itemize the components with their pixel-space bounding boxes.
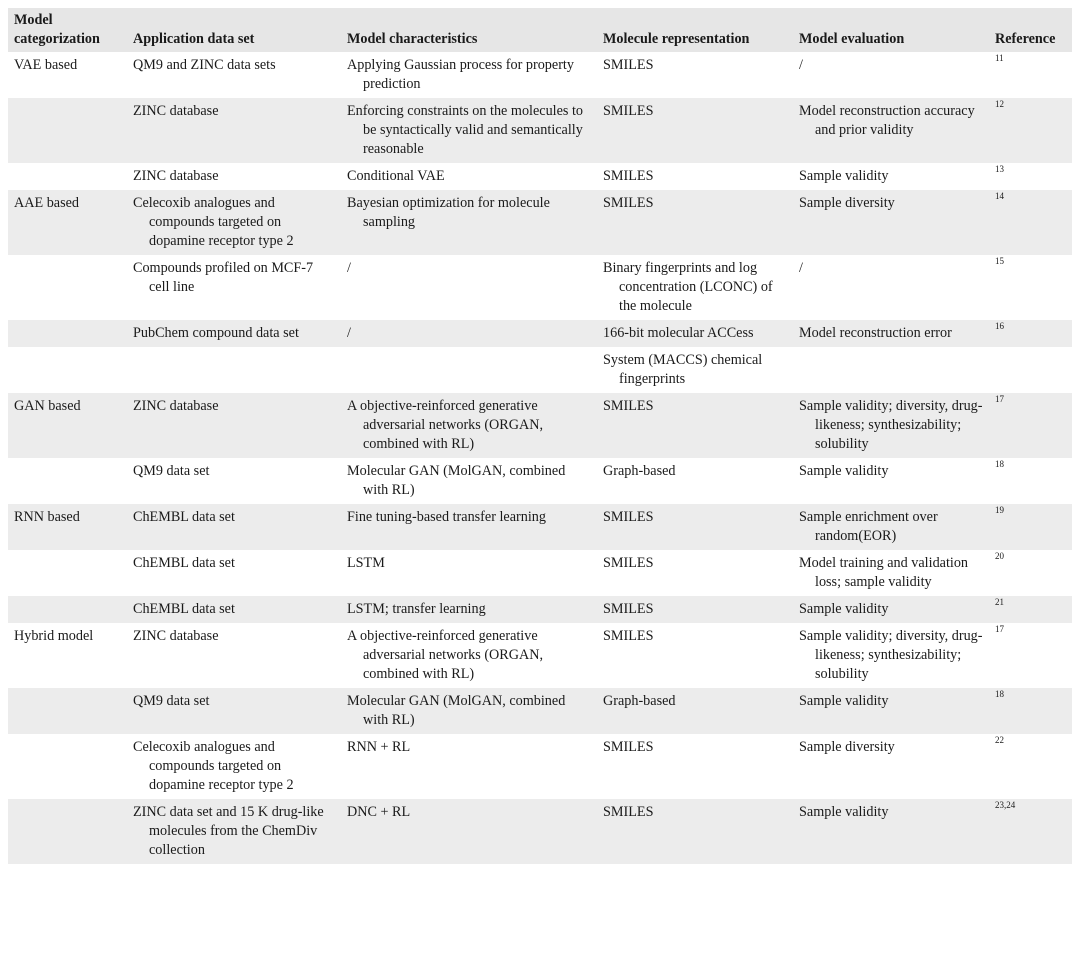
cell-representation <box>597 688 793 734</box>
representation-text: SMILES <box>603 509 654 525</box>
reference-superscript: 15 <box>995 256 1004 266</box>
cell-category <box>8 52 127 98</box>
cell-category <box>8 688 127 734</box>
cell-dataset <box>127 458 341 504</box>
reference-superscript: 12 <box>995 99 1004 109</box>
cell-characteristics <box>341 98 597 163</box>
model-table-container <box>8 8 1072 864</box>
cell-representation <box>597 458 793 504</box>
cell-representation <box>597 393 793 458</box>
characteristics-text: Applying Gaussian process for property prediction <box>347 57 574 92</box>
cell-evaluation <box>793 52 989 98</box>
cell-representation <box>597 320 793 347</box>
cell-dataset <box>127 504 341 550</box>
cell-dataset <box>127 734 341 799</box>
category-text: Hybrid model <box>14 628 94 644</box>
cell-dataset <box>127 190 341 255</box>
table-body <box>8 52 1072 864</box>
evaluation-text: Sample validity <box>799 463 889 479</box>
reference-superscript: 18 <box>995 689 1004 699</box>
cell-characteristics <box>341 688 597 734</box>
cell-category <box>8 393 127 458</box>
dataset-text: ChEMBL data set <box>133 601 235 617</box>
table-row <box>8 688 1072 734</box>
reference-superscript: 16 <box>995 321 1004 331</box>
cell-category <box>8 734 127 799</box>
cell-representation <box>597 596 793 623</box>
table-row <box>8 623 1072 688</box>
dataset-text: PubChem compound data set <box>133 325 299 341</box>
representation-text: SMILES <box>603 739 654 755</box>
cell-category <box>8 458 127 504</box>
characteristics-text: / <box>347 260 351 276</box>
table-row <box>8 734 1072 799</box>
cell-dataset <box>127 347 341 393</box>
cell-evaluation <box>793 504 989 550</box>
cell-evaluation <box>793 320 989 347</box>
characteristics-text: Molecular GAN (MolGAN, combined with RL) <box>347 463 566 498</box>
cell-evaluation <box>793 458 989 504</box>
cell-reference <box>989 163 1072 190</box>
representation-text: SMILES <box>603 168 654 184</box>
cell-characteristics <box>341 734 597 799</box>
evaluation-text: Sample validity <box>799 804 889 820</box>
dataset-text: ZINC database <box>133 628 219 644</box>
header-row <box>8 8 1072 52</box>
cell-reference <box>989 799 1072 864</box>
cell-dataset <box>127 320 341 347</box>
header-reference: Reference <box>989 8 1072 52</box>
characteristics-text: / <box>347 325 351 341</box>
cell-representation <box>597 163 793 190</box>
characteristics-text: Conditional VAE <box>347 168 445 184</box>
cell-evaluation <box>793 190 989 255</box>
cell-dataset <box>127 255 341 320</box>
cell-category <box>8 190 127 255</box>
header-categorization: Model categorization <box>8 8 127 52</box>
reference-superscript: 20 <box>995 551 1004 561</box>
header-representation: Molecule representation <box>597 8 793 52</box>
representation-text: SMILES <box>603 103 654 119</box>
cell-characteristics <box>341 163 597 190</box>
characteristics-text: Enforcing constraints on the molecules to be syntactically valid and semantically reasonable <box>347 103 584 157</box>
table-row <box>8 550 1072 596</box>
dataset-text: QM9 data set <box>133 693 210 709</box>
cell-category <box>8 799 127 864</box>
cell-evaluation <box>793 550 989 596</box>
characteristics-text: A objective-reinforced generative adversarial networks (ORGAN, combined with RL) <box>347 398 544 452</box>
representation-text: System (MACCS) chemical fingerprints <box>603 352 763 387</box>
reference-superscript: 14 <box>995 191 1004 201</box>
cell-characteristics <box>341 504 597 550</box>
dataset-text: ZINC database <box>133 398 219 414</box>
cell-dataset <box>127 799 341 864</box>
evaluation-text: Sample enrichment over random(EOR) <box>799 509 938 544</box>
cell-representation <box>597 623 793 688</box>
cell-category <box>8 347 127 393</box>
evaluation-text: Model reconstruction error <box>799 325 952 341</box>
representation-text: SMILES <box>603 804 654 820</box>
cell-evaluation <box>793 98 989 163</box>
cell-category <box>8 320 127 347</box>
characteristics-text: Fine tuning-based transfer learning <box>347 509 546 525</box>
cell-reference <box>989 98 1072 163</box>
cell-characteristics <box>341 320 597 347</box>
cell-reference <box>989 190 1072 255</box>
table-row <box>8 458 1072 504</box>
cell-reference <box>989 347 1072 393</box>
representation-text: Graph-based <box>603 463 676 479</box>
characteristics-text: Molecular GAN (MolGAN, combined with RL) <box>347 693 566 728</box>
cell-evaluation <box>793 255 989 320</box>
cell-characteristics <box>341 393 597 458</box>
characteristics-text: LSTM <box>347 555 385 571</box>
table-row <box>8 504 1072 550</box>
table-row <box>8 190 1072 255</box>
cell-reference <box>989 504 1072 550</box>
category-text: RNN based <box>14 509 80 525</box>
cell-reference <box>989 623 1072 688</box>
cell-dataset <box>127 688 341 734</box>
cell-representation <box>597 98 793 163</box>
reference-superscript: 17 <box>995 394 1004 404</box>
cell-dataset <box>127 393 341 458</box>
cell-category <box>8 163 127 190</box>
dataset-text: ZINC data set and 15 K drug-like molecules from the ChemDiv collection <box>133 804 324 858</box>
dataset-text: Celecoxib analogues and compounds targeted on dopamine receptor type 2 <box>133 739 294 793</box>
cell-characteristics <box>341 458 597 504</box>
cell-reference <box>989 320 1072 347</box>
representation-text: SMILES <box>603 398 654 414</box>
cell-representation <box>597 734 793 799</box>
reference-superscript: 18 <box>995 459 1004 469</box>
reference-superscript: 19 <box>995 505 1004 515</box>
characteristics-text: RNN + RL <box>347 739 411 755</box>
evaluation-text: Model reconstruction accuracy and prior validity <box>799 103 975 138</box>
dataset-text: ZINC database <box>133 168 219 184</box>
category-text: GAN based <box>14 398 81 414</box>
dataset-text: QM9 and ZINC data sets <box>133 57 276 73</box>
cell-category <box>8 550 127 596</box>
cell-characteristics <box>341 190 597 255</box>
cell-representation <box>597 550 793 596</box>
category-text: AAE based <box>14 195 80 211</box>
evaluation-text: Sample validity; diversity, drug-likeness; synthesizability; solubility <box>799 628 983 682</box>
cell-reference <box>989 458 1072 504</box>
cell-reference <box>989 550 1072 596</box>
reference-superscript: 21 <box>995 597 1004 607</box>
table-row <box>8 52 1072 98</box>
characteristics-text: DNC + RL <box>347 804 411 820</box>
cell-characteristics <box>341 799 597 864</box>
evaluation-text: Sample validity <box>799 601 889 617</box>
table-row <box>8 596 1072 623</box>
table-row <box>8 255 1072 320</box>
cell-reference <box>989 255 1072 320</box>
dataset-text: ZINC database <box>133 103 219 119</box>
cell-characteristics <box>341 52 597 98</box>
cell-reference <box>989 393 1072 458</box>
evaluation-text: Sample validity <box>799 693 889 709</box>
dataset-text: ChEMBL data set <box>133 555 235 571</box>
reference-superscript: 23,24 <box>995 800 1016 810</box>
representation-text: Graph-based <box>603 693 676 709</box>
evaluation-text: Sample validity <box>799 168 889 184</box>
cell-evaluation <box>793 393 989 458</box>
cell-dataset <box>127 98 341 163</box>
cell-reference <box>989 734 1072 799</box>
cell-dataset <box>127 52 341 98</box>
evaluation-text: Sample diversity <box>799 739 895 755</box>
cell-reference <box>989 52 1072 98</box>
evaluation-text: Sample validity; diversity, drug-likeness; synthesizability; solubility <box>799 398 983 452</box>
cell-category <box>8 504 127 550</box>
cell-representation <box>597 347 793 393</box>
cell-evaluation <box>793 623 989 688</box>
dataset-text: Compounds profiled on MCF-7 cell line <box>133 260 314 295</box>
representation-text: SMILES <box>603 555 654 571</box>
cell-characteristics <box>341 347 597 393</box>
representation-text: 166-bit molecular ACCess <box>603 325 754 341</box>
table-row <box>8 320 1072 347</box>
cell-dataset <box>127 596 341 623</box>
table-row <box>8 163 1072 190</box>
cell-evaluation <box>793 163 989 190</box>
dataset-text: ChEMBL data set <box>133 509 235 525</box>
representation-text: SMILES <box>603 601 654 617</box>
cell-category <box>8 255 127 320</box>
cell-representation <box>597 504 793 550</box>
characteristics-text: A objective-reinforced generative adversarial networks (ORGAN, combined with RL) <box>347 628 544 682</box>
cell-category <box>8 596 127 623</box>
dataset-text: Celecoxib analogues and compounds targeted on dopamine receptor type 2 <box>133 195 294 249</box>
cell-evaluation <box>793 347 989 393</box>
category-text: VAE based <box>14 57 78 73</box>
cell-characteristics <box>341 550 597 596</box>
header-characteristics: Model characteristics <box>341 8 597 52</box>
reference-superscript: 22 <box>995 735 1004 745</box>
cell-dataset <box>127 623 341 688</box>
reference-superscript: 13 <box>995 164 1004 174</box>
cell-representation <box>597 799 793 864</box>
table-row <box>8 347 1072 393</box>
representation-text: SMILES <box>603 57 654 73</box>
cell-category <box>8 623 127 688</box>
reference-superscript: 11 <box>995 53 1004 63</box>
evaluation-text: Model training and validation loss; sample validity <box>799 555 969 590</box>
header-dataset: Application data set <box>127 8 341 52</box>
table-row <box>8 98 1072 163</box>
cell-evaluation <box>793 734 989 799</box>
dataset-text: QM9 data set <box>133 463 210 479</box>
cell-dataset <box>127 163 341 190</box>
table-row <box>8 393 1072 458</box>
reference-superscript: 17 <box>995 624 1004 634</box>
cell-representation <box>597 190 793 255</box>
cell-representation <box>597 52 793 98</box>
cell-reference <box>989 596 1072 623</box>
cell-reference <box>989 688 1072 734</box>
table-row <box>8 799 1072 864</box>
generative-models-table <box>8 8 1072 864</box>
evaluation-text: / <box>799 260 803 276</box>
cell-evaluation <box>793 596 989 623</box>
cell-dataset <box>127 550 341 596</box>
characteristics-text: LSTM; transfer learning <box>347 601 486 617</box>
representation-text: SMILES <box>603 628 654 644</box>
evaluation-text: Sample diversity <box>799 195 895 211</box>
cell-characteristics <box>341 596 597 623</box>
cell-characteristics <box>341 623 597 688</box>
representation-text: Binary fingerprints and log concentration (LCONC) of the molecule <box>603 260 773 314</box>
representation-text: SMILES <box>603 195 654 211</box>
characteristics-text: Bayesian optimization for molecule sampling <box>347 195 550 230</box>
cell-representation <box>597 255 793 320</box>
evaluation-text: / <box>799 57 803 73</box>
cell-category <box>8 98 127 163</box>
header-evaluation: Model evaluation <box>793 8 989 52</box>
table-header <box>8 8 1072 52</box>
cell-characteristics <box>341 255 597 320</box>
cell-evaluation <box>793 688 989 734</box>
cell-evaluation <box>793 799 989 864</box>
